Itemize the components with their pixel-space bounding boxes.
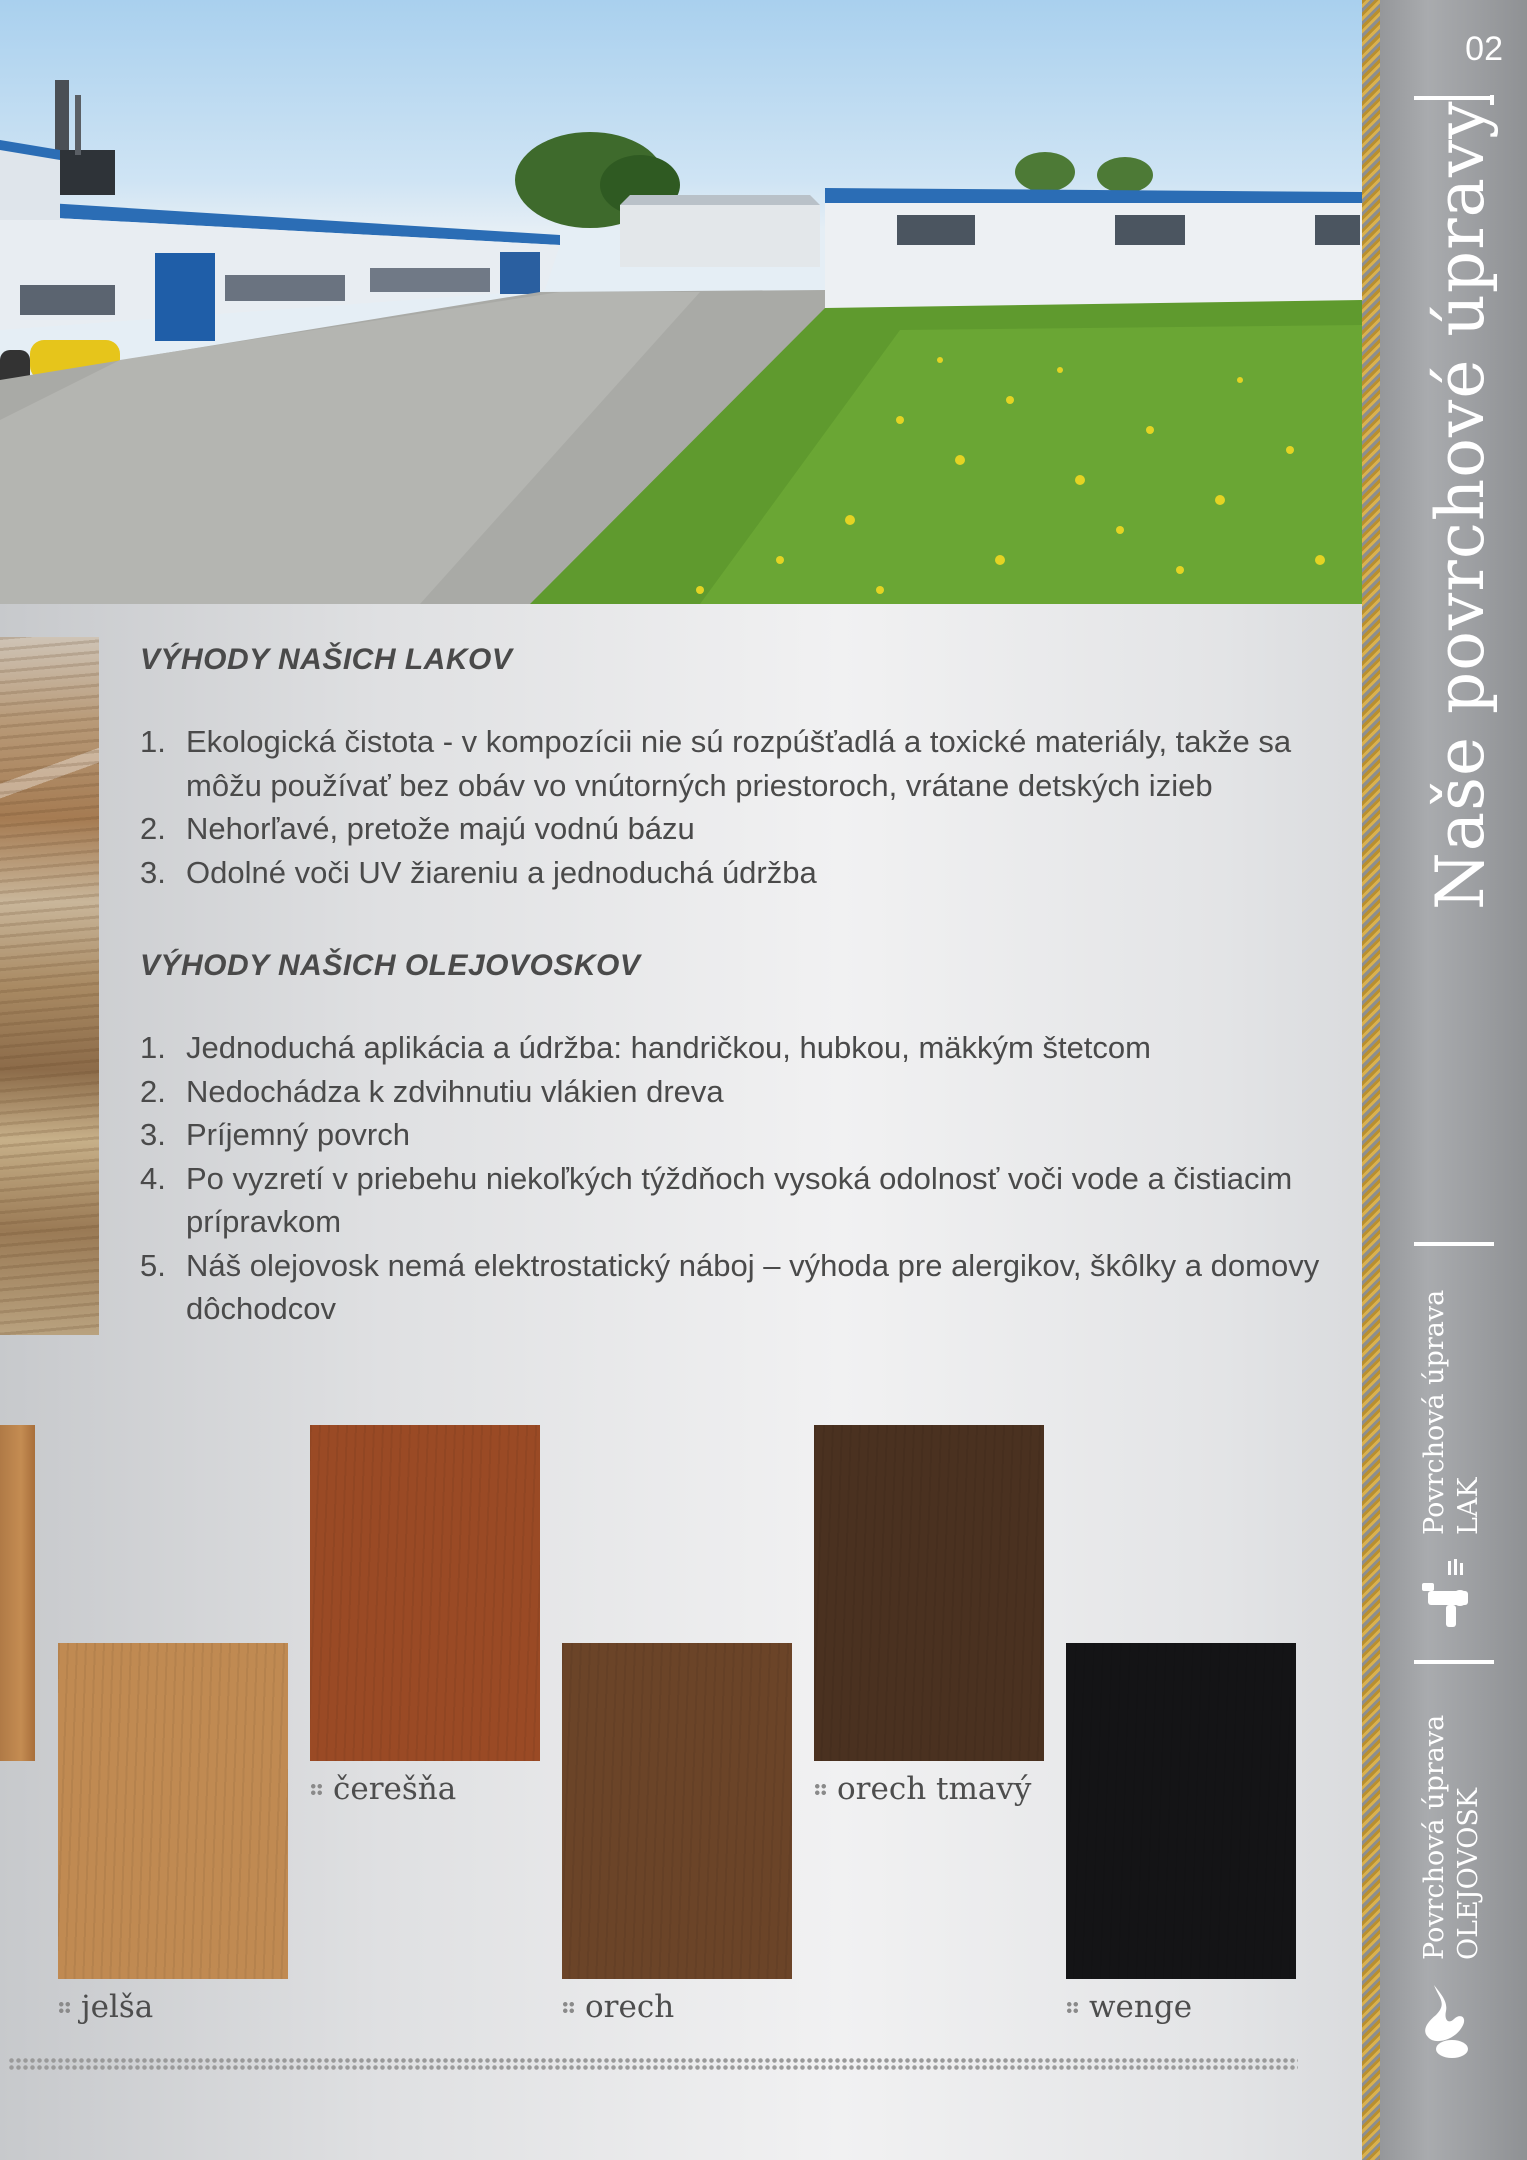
page-number: 02 bbox=[1465, 30, 1503, 68]
bullet-icon bbox=[1066, 2001, 1079, 2014]
list-item: 3. Príjemný povrch bbox=[140, 1117, 410, 1152]
section-lak-label: Povrchová úprava LAK bbox=[1419, 1289, 1484, 1535]
bullet-icon bbox=[310, 1783, 323, 1796]
swatch-wenge bbox=[1066, 1643, 1296, 2025]
bullet-icon bbox=[562, 2001, 575, 2014]
bullet-icon bbox=[58, 2001, 71, 2014]
bullet-icon bbox=[814, 1783, 827, 1796]
olejovosk-section-title: VÝHODY NAŠICH OLEJOVOSKOV bbox=[140, 949, 641, 982]
list-item: 2. Nedochádza k zdvihnutiu vlákien dreva bbox=[140, 1073, 724, 1109]
swatch-ceresna bbox=[310, 1425, 540, 1807]
list-item: 5. Náš olejovosk nemá elektrostatický náboj – výhoda pre alergikov, škôlky a domovy dôchodcov bbox=[140, 1247, 1320, 1326]
swatch-chip bbox=[562, 1643, 792, 1979]
swatch-orech-tmavy bbox=[814, 1425, 1044, 1807]
spray-gun-icon bbox=[1418, 1553, 1482, 1633]
dotted-divider bbox=[8, 2057, 1298, 2071]
list-item: 1. Ekologická čistota - v kompozícii nie sú rozpúšťadlá a toxické materiály, takže sa môžu používať bez obáv vo vnútorných priestoroch, vrátane detských izieb bbox=[140, 724, 1292, 803]
list-item: 4. Po vyzretí v priebehu niekoľkých týždňoch vysoká odolnosť voči vode a čistiacim prípravkom bbox=[140, 1160, 1293, 1239]
swatch-chip bbox=[1066, 1643, 1296, 1979]
swatch-label: orech bbox=[585, 1989, 675, 2025]
swatch-chip bbox=[310, 1425, 540, 1761]
swatch-label: orech tmavý bbox=[837, 1771, 1032, 1807]
olejovosk-benefits-list bbox=[140, 1026, 1340, 1331]
divider-bar bbox=[1414, 1660, 1494, 1664]
sidebar bbox=[1362, 0, 1527, 2160]
list-item: 3. Odolné voči UV žiareniu a jednoduchá údržba bbox=[140, 854, 817, 890]
swatch-label: čerešňa bbox=[333, 1771, 457, 1807]
drop-spoon-icon bbox=[1414, 1975, 1486, 2065]
partial-wood-swatch bbox=[0, 1425, 35, 1761]
main-content bbox=[140, 640, 1340, 1331]
swatch-orech bbox=[562, 1643, 792, 2025]
lak-section-title: VÝHODY NAŠICH LAKOV bbox=[140, 643, 513, 676]
list-item: 2. Nehorľavé, pretože majú vodnú bázu bbox=[140, 811, 695, 846]
wood-photo bbox=[0, 637, 99, 1335]
divider-bar bbox=[1414, 1242, 1494, 1246]
swatch-chip bbox=[58, 1643, 288, 1979]
list-item: 1. Jednoduchá aplikácia a údržba: handričkou, hubkou, mäkkým štetcom bbox=[140, 1030, 1151, 1065]
gold-stripe bbox=[1362, 0, 1380, 2160]
divider-bar bbox=[1414, 96, 1494, 100]
swatch-chip bbox=[814, 1425, 1044, 1761]
lak-benefits-list bbox=[140, 720, 1340, 894]
swatch-jelsa bbox=[58, 1643, 288, 2025]
swatch-label: jelša bbox=[81, 1989, 154, 2025]
factory-photo bbox=[0, 0, 1362, 604]
swatch-label: wenge bbox=[1089, 1989, 1193, 2025]
factory-illustration bbox=[0, 0, 1362, 604]
section-olejovosk-label: Povrchová úprava OLEJOVOSK bbox=[1419, 1714, 1484, 1960]
sidebar-title: Naše povrchové úpravy bbox=[1422, 100, 1499, 910]
